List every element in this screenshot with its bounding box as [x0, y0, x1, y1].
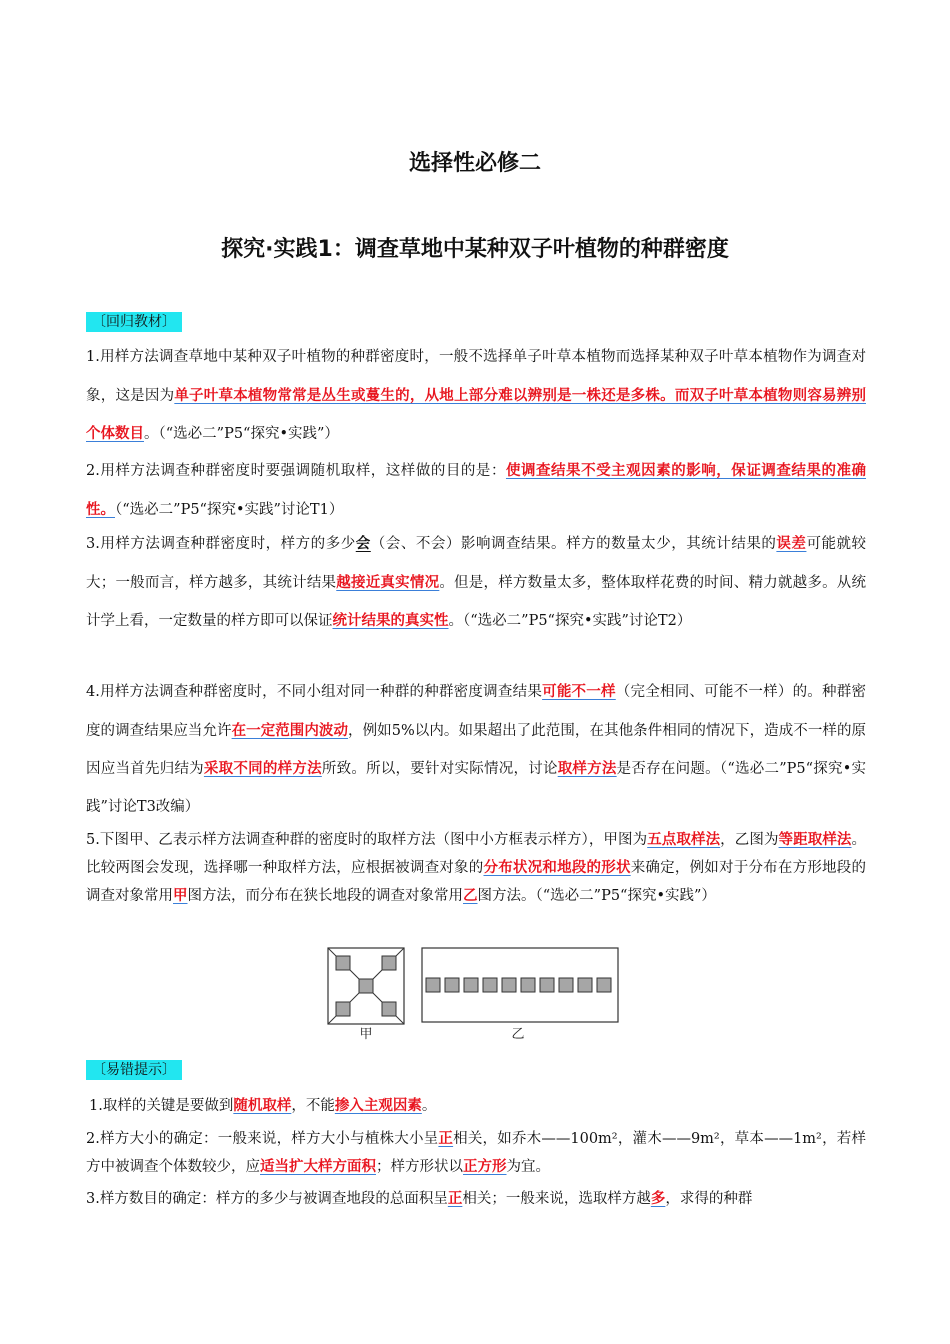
tip-3: 3.样方数目的确定：样方的多少与被调查地段的总面积呈正相关；一般来说，选取样方越多，求得的种群 — [86, 1190, 753, 1207]
five-point-sampling-diagram — [328, 948, 404, 1041]
answer: 可能不一样 — [542, 683, 616, 700]
figure-label-a: 甲 — [359, 1026, 373, 1041]
sampling-methods-figure — [326, 946, 626, 1042]
answer: 在一定范围内波动 — [231, 721, 349, 739]
answer: 正 — [438, 1130, 454, 1147]
answer: 五点取样法 — [647, 831, 721, 848]
page-title: 选择性必修二 — [408, 151, 541, 176]
answer: 乙 — [463, 887, 478, 904]
answer: 取样方法 — [557, 760, 617, 777]
answer: 甲 — [173, 887, 188, 904]
answer: 采取不同的样方法 — [203, 760, 322, 777]
answer: 使调查结果不受主观因素的影响，保证调查结果的准确性。 — [86, 462, 866, 518]
figure-label-b: 乙 — [511, 1026, 525, 1041]
sample-square — [559, 978, 573, 992]
sample-square — [597, 978, 611, 992]
paragraph-2: 2.用样方法调查种群密度时要强调随机取样，这样做的目的是：使调查结果不受主观因素的影响，保证调查结果的准确性。（“选必二”P5“探究•实践”讨论T1） — [86, 462, 866, 518]
paragraph-3: 3.用样方法调查种群密度时，样方的多少会（会、不会）影响调查结果。样方的数量太少，其统计结果的误差可能就较大；一般而言，样方越多，其统计结果越接近真实情况。但是，样方数量太多，整体取样花费的时间、精力就越多。从统计学上看，一定数量的样方即可以保证统计结果的真实性。（“选必二”P5“探究•实践”讨论T2） — [86, 535, 867, 629]
answer: 正 — [447, 1190, 463, 1207]
answer: 等距取样法 — [778, 831, 852, 848]
page-subtitle: 探究·实践1：调查草地中某种双子叶植物的种群密度 — [221, 237, 729, 262]
sample-square — [426, 978, 440, 992]
paragraph-4: 4.用样方法调查种群密度时，不同小组对同一种群的种群密度调查结果可能不一样（完全相同、可能不一样）的。种群密度的调查结果应当允许在一定范围内波动，例如5%以内。如果超出了此范围，在其他条件相同的情况下，造成不一样的原因应当首先归结为采取不同的样方法所致。所以，要针对实际情况，讨论取样方法是否存在问题。（“选必二”P5“探究•实践”讨论T3改编） — [86, 683, 867, 815]
tip-1: 1.取样的关键是要做到随机取样，不能掺入主观因素。 — [89, 1097, 437, 1114]
sample-square — [483, 978, 497, 992]
answer: 单子叶草本植物常常是丛生或蔓生的，从地上部分难以辨别是一株还是多株。而双子叶草本植物则容易辨别个体数目 — [86, 386, 866, 442]
answer: 统计结果的真实性 — [332, 612, 449, 629]
answer: 适当扩大样方面积 — [260, 1158, 376, 1175]
sample-square — [578, 978, 592, 992]
tip-2: 2.样方大小的确定：一般来说，样方大小与植株大小呈正相关，如乔木——100m²，灌木——9m²，草本——1m²，若样方中被调查个体数较少，应适当扩大样方面积；样方形状以正方形为宜。 — [86, 1130, 867, 1175]
answer-underlined: 会 — [355, 535, 371, 552]
sample-square — [502, 978, 516, 992]
sample-square — [540, 978, 554, 992]
paragraph-1: 1.用样方法调查草地中某种双子叶植物的种群密度时，一般不选择单子叶草本植物而选择某种双子叶草本植物作为调查对象，这是因为单子叶草本植物常常是丛生或蔓生的，从地上部分难以辨别是一株还是多株。而双子叶草本植物则容易辨别个体数目。（“选必二”P5“探究•实践”） — [86, 349, 866, 442]
equidistant-sampling-diagram — [422, 948, 618, 1041]
answer: 随机取样 — [233, 1097, 292, 1114]
sample-square — [445, 978, 459, 992]
sample-square — [521, 978, 535, 992]
answer: 误差 — [776, 535, 807, 552]
answer: 掺入主观因素 — [334, 1097, 422, 1114]
section-tag-textbook: 〔回归教材〕 — [86, 312, 182, 332]
answer: 分布状况和地段的形状 — [483, 859, 631, 876]
answer: 越接近真实情况 — [336, 573, 440, 591]
section-tag-common-errors: 〔易错提示〕 — [86, 1060, 182, 1080]
paragraph-5: 5.下图甲、乙表示样方法调查种群的密度时的取样方法（图中小方框表示样方），甲图为五点取样法，乙图为等距取样法。比较两图会发现，选择哪一种取样方法，应根据被调查对象的分布状况和地段的形状来确定，例如对于分布在方形地段的调查对象常用甲图方法，而分布在狭长地段的调查对象常用乙图方法。（“选必二”P5“探究•实践”） — [86, 831, 867, 904]
answer: 多 — [650, 1190, 666, 1207]
sample-square — [464, 978, 478, 992]
answer: 正方形 — [463, 1158, 507, 1175]
